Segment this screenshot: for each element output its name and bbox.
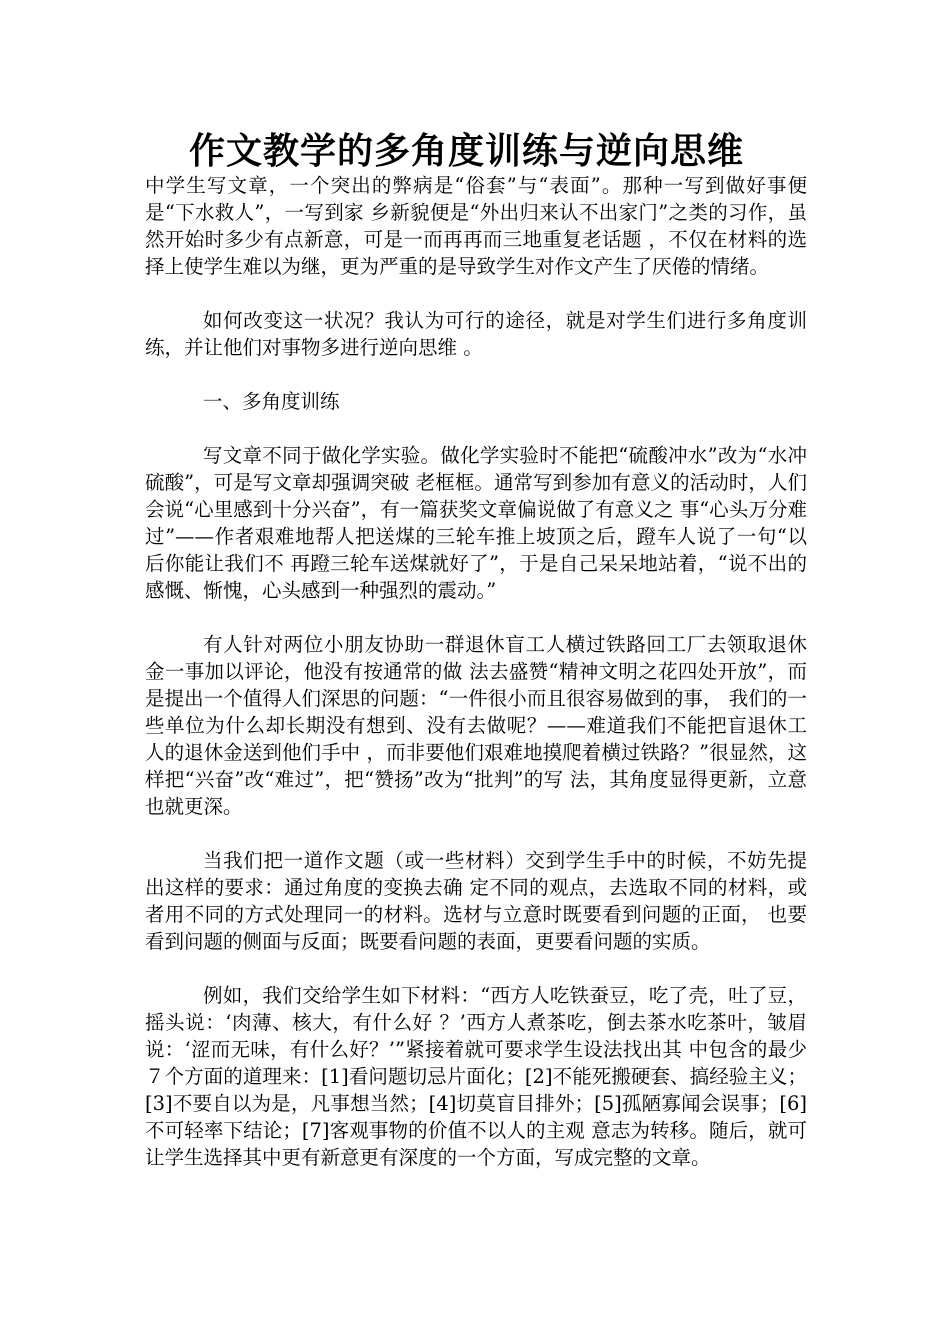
- paragraph-intro: 中学生写文章，一个突出的弊病是“俗套”与“表面”。那种一写到做好事便是“下水救人”，一写到家 乡新貌便是“外出归来认不出家门”之类的习作，虽然开始时多少有点新意，可是一而再再而三地重复老话题 ，不仅在材料的选择上使学生难以为继，更为严重的是导致学生对作文产生了厌倦的情绪。: [145, 174, 807, 278]
- paragraph-angle-change: 当我们把一道作文题（或一些材料）交到学生手中的时候，不妨先提出这样的要求：通过角度的变换去确 定不同的观点，去选取不同的材料，或者用不同的方式处理同一的材料。选材与立意时既要看到问题的正面， 也要看到问题的侧面与反面；既要看问题的表面，更要看问题的实质。: [145, 849, 807, 953]
- document-title: 作文教学的多角度训练与逆向思维: [189, 130, 745, 172]
- paragraph-retired-workers: 有人针对两位小朋友协助一群退休盲工人横过铁路回工厂去领取退休金一事加以评论，他没有按通常的做 法去盛赞“精神文明之花四处开放”，而是提出一个值得人们深思的问题：“一件很小而且很容易做到的事， 我们的一些单位为什么却长期没有想到、没有去做呢？——难道我们不能把盲退休工人的退休金送到他们手中 ，而非要他们艰难地摸爬着横过铁路？”很显然，这样把“兴奋”改“难过”，把“赞扬”改为“批判”的写 法，其角度显得更新，立意也就更深。: [145, 633, 807, 818]
- document-page: [145, 128, 807, 1171]
- paragraph-example: 例如，我们交给学生如下材料：“西方人吃铁蚕豆，吃了壳，吐了豆，摇头说：‘肉薄、核大，有什么好 ？’西方人煮茶吃，倒去茶水吃茶叶，皱眉说：‘涩而无味，有什么好？’”紧接着就可要求学生设法找出其 中包含的最少７个方面的道理来：[1]看问题切忌片面化；[2]不能死搬硬套、搞经验主义；[3]不要自以为是，凡事想当然；[4]切莫盲目排外；[5]孤陋寡闻会误事；[6]不可轻率下结论；[7]客观事物的价值不以人的主观 意志为转移。随后，就可让学生选择其中更有新意更有深度的一个方面，写成完整的文章。: [145, 984, 807, 1169]
- paragraph-chemistry-analogy: 写文章不同于做化学实验。做化学实验时不能把“硫酸冲水”改为“水冲硫酸”，可是写文章却强调突破 老框框。通常写到参加有意义的活动时，人们会说“心里感到十分兴奋”，有一篇获奖文章偏说做了有意义之 事“心头万分难过”——作者艰难地帮人把送煤的三轮车推上坡顶之后，蹬车人说了一句“以后你能让我们不 再蹬三轮车送煤就好了”，于是自己呆呆地站着，“说不出的感慨、惭愧，心头感到一种强烈的震动。”: [145, 444, 807, 602]
- section-heading-multi-angle: 一、多角度训练: [203, 390, 340, 413]
- paragraph-approach: 如何改变这一状况？我认为可行的途径，就是对学生们进行多角度训练，并让他们对事物多进行逆向思维 。: [145, 309, 807, 359]
